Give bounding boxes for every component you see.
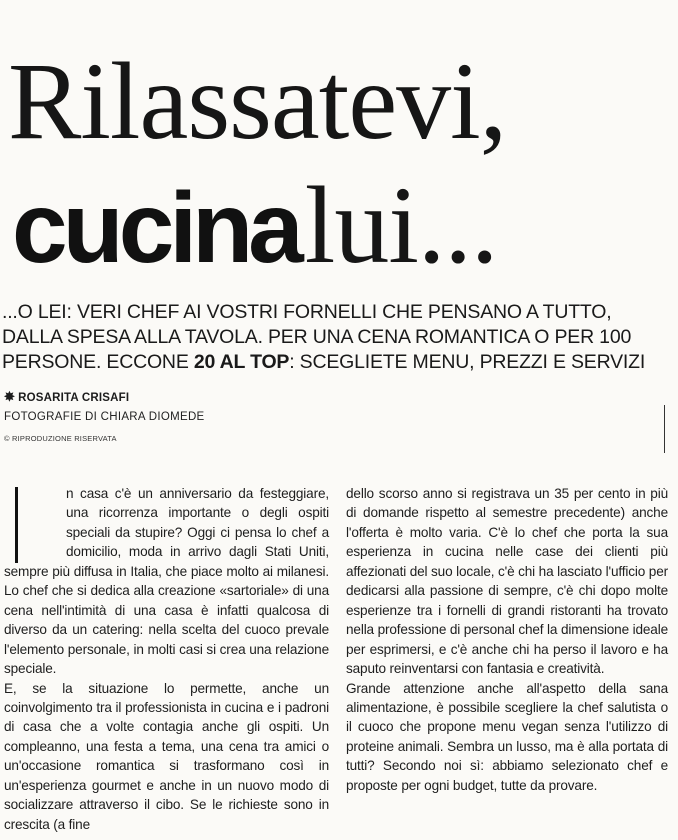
headline-line2: [12, 164, 498, 286]
photo-credit: FOTOGRAFIE DI CHIARA DIOMEDE: [4, 411, 205, 423]
headline-line1: Rilassatevi,: [8, 40, 507, 162]
headline-serif-word: lui...: [304, 164, 498, 286]
body-column-left: [4, 484, 329, 834]
body-paragraph-3: dello scorso anno si registrava un 35 per cento in più di domande rispetto al semestre precedente) anche l'offerta è molto varia. C'è lo chef che porta la sua esperienza in cucina nelle case dei clienti più affezionati del suo locale, c'è chi ha lasciato l'ufficio per dedicarsi alla passione di sempre, c'è chi dopo molte esperienze tra i fornelli di grandi ristoranti ha trovato nella professione di personal chef la dimensione ideale per esprimersi, e c'è anche chi ha perso il lavoro e ha saputo reinventarsi con fantasia e creatività.: [346, 486, 668, 677]
star-icon: ✸: [4, 389, 16, 404]
standfirst-line2: DALLA SPESA ALLA TAVOLA. PER UNA CENA ROMANTICA O PER 100: [2, 326, 632, 348]
author-byline: [4, 389, 129, 405]
body-paragraph-4: Grande attenzione anche all'aspetto della sana alimentazione, è possibile scegliere la chef salutista o il cuoco che propone menu vegan senza l'utilizzo di proteine animali. Sembra un lusso, ma è alla portata di tutti? Secondo noi sì: abbiamo selezionato chef e proposte per ogni budget, tutte da provare.: [346, 680, 668, 793]
standfirst: [2, 300, 678, 375]
standfirst-line3: [2, 350, 678, 375]
copyright-notice: © RIPRODUZIONE RISERVATA: [4, 434, 117, 443]
vertical-divider: [664, 405, 665, 453]
drop-cap-letter: [4, 487, 28, 561]
body-paragraph-1: n casa c'è un anniversario da festeggiare, una ricorrenza importante o degli ospiti speciali da stupire? Oggi ci pensa lo chef a domicilio, moda in arrivo dagli Stati Uniti, sempre più diffusa in Italia, che piace molto ai milanesi. Lo chef che si dedica alla creazione «sartoriale» di una cena nell'intimità di una casa è infatti qualcosa di diverso da un catering: nella scelta del cuoco prevale l'elemento personale, in molti casi si crea una relazione speciale.: [4, 486, 329, 677]
standfirst-line1: ...O LEI: VERI CHEF AI VOSTRI FORNELLI CHE PENSANO A TUTTO,: [2, 301, 612, 323]
body-paragraph-2: E, se la situazione lo permette, anche un coinvolgimento tra il professionista in cucina e i padroni di casa che a volte contagia anche gli ospiti. Un compleanno, una festa a tema, una cena tra amici o un'occasione romantica si trasformano così in un'esperienza gourmet e anche in un nuovo modo di socializzare attraverso il cibo. Se le richieste sono in crescita (a fine: [4, 680, 329, 832]
standfirst-line3-start: PERSONE. ECCONE: [2, 351, 194, 373]
standfirst-highlight: 20 AL TOP: [193, 351, 290, 373]
author-name: ROSARITA CRISAFI: [18, 392, 130, 404]
standfirst-line3-end: : SCEGLIETE MENU, PREZZI E SERVIZI: [289, 351, 646, 373]
body-column-right: [346, 484, 668, 795]
headline-bold-word: cucina: [12, 172, 299, 284]
